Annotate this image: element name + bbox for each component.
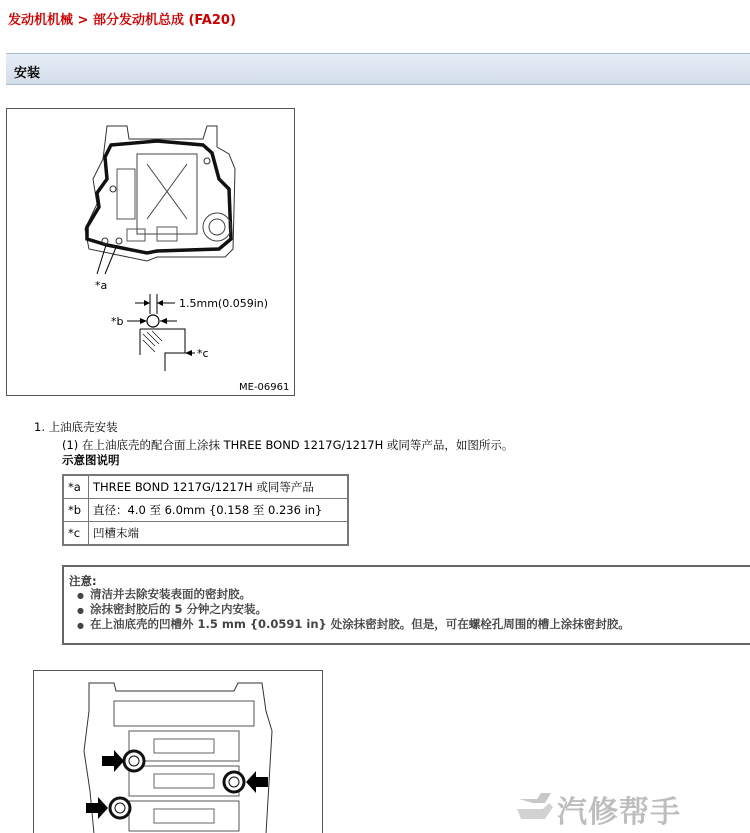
legend-table (62, 474, 349, 546)
table-row (63, 475, 348, 499)
section-title: 安装 (14, 66, 41, 81)
label-b: *b (111, 315, 124, 328)
legend-key: *a (63, 475, 89, 499)
table-row (63, 499, 348, 522)
list-item: ● 涂抹密封胶后的 5 分钟之内安装。 (90, 602, 630, 617)
legend-value: 凹槽末端 (89, 522, 349, 546)
dimension-label: 1.5mm(0.059in) (179, 297, 269, 310)
step-title: 1. 上油底壳安装 (34, 420, 118, 434)
caution-heading: 注意: (69, 574, 97, 588)
table-row (63, 522, 348, 546)
legend-key: *c (63, 522, 89, 546)
legend-value: 直径：4.0 至 6.0mm {0.158 至 0.236 in} (89, 499, 349, 522)
legend-value: THREE BOND 1217G/1217H 或同等产品 (89, 475, 349, 499)
watermark-text: 汽修帮手 (557, 795, 681, 830)
legend-key: *b (63, 499, 89, 522)
figure-code: ME-06961 (239, 382, 290, 393)
substep-text: (1) 在上油底壳的配合面上涂抹 THREE BOND 1217G/1217H 或同等产品，如图所示。 (62, 438, 514, 452)
legend-title: 示意图说明 (62, 453, 120, 467)
sealant-diagram (6, 108, 295, 396)
caution-box (62, 565, 750, 645)
label-a: *a (95, 279, 108, 292)
section-header (6, 53, 750, 85)
wrench-logo-icon (515, 789, 555, 825)
label-c: *c (197, 347, 209, 360)
list-item: ● 清洁并去除安装表面的密封胶。 (90, 587, 630, 602)
list-item: ● 在上油底壳的凹槽外 1.5 mm {0.0591 in} 处涂抹密封胶。但是，可在螺栓孔周围的槽上涂抹密封胶。 (90, 617, 630, 632)
breadcrumb[interactable]: 发动机机械 > 部分发动机总成 (FA20) (8, 13, 236, 28)
watermark (515, 787, 747, 830)
caution-list (72, 587, 630, 632)
engine-block-diagram (33, 670, 323, 833)
